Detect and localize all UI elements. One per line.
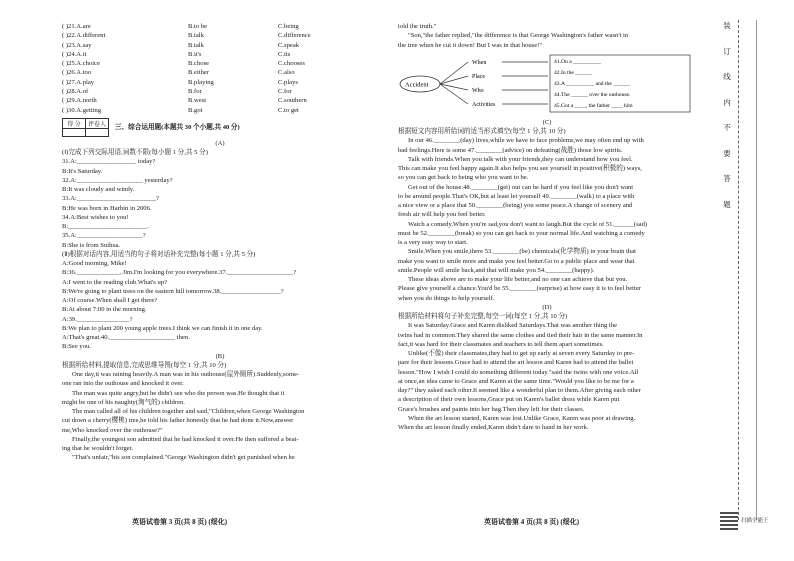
text-line: A:Of course.When shall I get there? xyxy=(62,297,158,305)
text-line: make you want to smile more and make you feel better.Go to a public place and wear that xyxy=(398,257,635,265)
text-line: cut down a cherry(樱桃) tree,he told his father honestly that he had done it.Now,answer xyxy=(62,417,294,425)
choice-option: C.chooses xyxy=(278,60,305,68)
choice-row xyxy=(62,59,378,68)
choice-option: C.difference xyxy=(278,32,311,40)
text-line: The man was quite angry,but he didn't see who the person was.He thought that it xyxy=(72,389,285,397)
choice-table xyxy=(62,22,378,115)
text-line: 34.A:Best wishes to you! xyxy=(62,213,129,221)
choice-option: ( )26.A.too xyxy=(62,69,92,77)
text-line: might be one of his naughty(淘气的) children. xyxy=(62,398,185,406)
choice-option: C.for xyxy=(278,88,292,96)
rail-char: 要 xyxy=(723,148,731,158)
score-table xyxy=(62,118,109,137)
text-line: A:Good morning, Mike! xyxy=(62,260,127,268)
mind-map-svg xyxy=(398,52,696,116)
text-line: These ideas above are to make your life better,and no one can achieve that but you. xyxy=(408,276,628,283)
text-line: B:See you. xyxy=(62,343,91,351)
text-line: Please give yourself a chance.You'd be 55.________(surprise) at how easy it is to feel better xyxy=(398,285,641,293)
choice-row xyxy=(62,78,378,87)
text-line: 31.A:__________________ today? xyxy=(62,158,156,166)
choice-option: ( )24.A.it xyxy=(62,50,87,58)
text-line: bad feelings.Here is some 47.________(advice) on defeating(战胜) those low spirits. xyxy=(398,146,623,154)
rail-char: 题 xyxy=(723,199,731,209)
scanner-watermark: 扫描全能王 xyxy=(741,518,769,524)
text-line: A:39.________________? xyxy=(62,315,133,323)
choice-option: C.to get xyxy=(278,106,299,114)
text-line: It was Saturday.Grace and Karen disliked Saturdays.That was another thing the xyxy=(408,322,618,330)
text-line: A:That's great.40.____________________ then. xyxy=(62,334,190,342)
mind-branch-activities: Activities xyxy=(472,101,496,108)
text-line: (Ⅱ)根据对话内容,用适当的句子将对话补充完整(每小题 1 分,共 5 分) xyxy=(62,250,256,258)
text-line: fresh air will help you feel better. xyxy=(398,211,486,219)
mind-branch-who: Who xyxy=(472,87,484,94)
score-box xyxy=(62,118,378,137)
score-cell xyxy=(63,128,86,136)
text-line: day?" they asked each other.It seemed like a wonderful plan to them.After giving each other xyxy=(398,387,641,394)
text-line: at once,an idea came to Grace and Karen at the same time."Would you like to be me for a xyxy=(398,377,634,385)
choice-option: C.also xyxy=(278,69,295,77)
text-line: B:She is from Suihua. xyxy=(62,241,121,249)
text-line: is a very easy way to start. xyxy=(398,239,468,246)
text-line: Finally,the youngest son admitted that he had knocked it over.He then suffered a beat- xyxy=(72,435,299,443)
choice-option: ( )22.A.different xyxy=(62,32,106,40)
choice-option: B.it's xyxy=(188,50,202,58)
text-line: This can make you feel happy again.It also helps you see yourself in positive(积极的) ways, xyxy=(398,165,642,172)
partD-label: (D) xyxy=(542,303,552,311)
choice-option: B.to be xyxy=(188,23,208,30)
text-line: Watch a comedy.When you're sad,you don't want to laugh.But the cycle of 51.______(sad) xyxy=(408,220,648,228)
text-line: B:We plan to plant 200 young apple trees.I think we can finish it in one day. xyxy=(62,324,263,332)
choice-row xyxy=(62,96,378,105)
binding-line xyxy=(738,20,739,520)
grader-label: 评卷人 xyxy=(86,118,109,128)
text-line: a description of their own lessons,Grace put on Karen's ballet dress while Karen put xyxy=(398,396,620,404)
mind-map xyxy=(398,52,696,116)
partD-instructions: 根据所给材料将句子补充完整,每空一词(每空 1 分,共 10 分) xyxy=(398,313,568,320)
text-line: the tree when he cut it down! But I was in that house!" xyxy=(398,41,543,49)
text-line: smile.People will smile back,and that will make you 54.________(happy). xyxy=(398,266,595,274)
text-line: lesson."How I wish I could do something different today."said the twins with one voice.All xyxy=(398,368,639,376)
choice-option: ( )23.A.say xyxy=(62,41,92,49)
section3-title: 三、综合运用题(本题共 30 个小题,共 40 分) xyxy=(115,123,240,131)
choice-option: C.plays xyxy=(278,78,298,86)
partC-passage xyxy=(398,136,696,303)
text-line: me,Who knocked over the outhouse?" xyxy=(62,426,163,434)
choice-option: ( )28.A.of xyxy=(62,88,89,96)
rail-char: 内 xyxy=(723,97,731,107)
text-line: B:He was born in Harbin in 2006. xyxy=(62,204,152,212)
mind-slot: 45.Got a ____, the father ____ him xyxy=(554,102,633,109)
choice-row xyxy=(62,41,378,50)
text-line: a nice view or a place that 50.________(being) you some peace.A change of scenery and xyxy=(398,202,633,209)
text-line: must be 52.________(break) so you can get back to your normal life.And watching a comedy xyxy=(398,229,645,237)
text-line: one ran into the outhouse and knocked it over. xyxy=(62,380,184,388)
choice-option: C.speak xyxy=(278,41,300,49)
text-line: 32.A:____________________ yesterday? xyxy=(62,176,173,184)
text-line: when you do things to help yourself. xyxy=(398,294,495,302)
score-label: 得 分 xyxy=(63,118,86,128)
rail-char: 装 xyxy=(723,21,731,30)
choice-option: ( )29.A.north xyxy=(62,97,97,105)
mind-slot: 43.A __________ and the ______ xyxy=(554,80,630,87)
partC-instructions: 根据短文内容用所给词的适当形式填空(每空 1 分,共 10 分) xyxy=(398,128,566,135)
text-line: Talk with friends.When you talk with your friends,they can understand how you feel. xyxy=(408,155,633,163)
text-line: 33.A:________________________? xyxy=(62,195,159,203)
right-footer: 英语试卷第 4 页(共 8 页) (绥化) xyxy=(484,518,580,526)
text-line: A:I went to the reading club.What's up? xyxy=(62,278,168,286)
qr-code-icon xyxy=(720,512,738,530)
choice-option: B.for xyxy=(188,88,202,96)
choice-row xyxy=(62,106,378,115)
text-line: "Son,"the father replied,"the difference is that George Washington's father wasn't in xyxy=(408,32,629,40)
choice-option: B.got xyxy=(188,106,203,114)
choice-row xyxy=(62,50,378,59)
text-line: so you can get back to being who you want to be. xyxy=(398,174,529,182)
text-line: B:We're going to plant trees on the eastern hill tomorrow.38.__________________? xyxy=(62,287,284,295)
text-line: pare for their lessons.Grace had to attend the art lesson and Karen had to attend the ballet xyxy=(398,359,634,367)
choice-row xyxy=(62,87,378,96)
partC-label: (C) xyxy=(542,118,552,126)
choice-option: ( )30.A.getting xyxy=(62,106,102,114)
choice-option: C.southern xyxy=(278,97,307,105)
text-line: Smile.When you smile,there 53.________(be) chemicals(化学物质) in your brain that xyxy=(408,248,636,256)
rail-char: 不 xyxy=(723,123,731,132)
choice-option: B.talk xyxy=(188,32,204,40)
mind-slot: 41.On a __________ xyxy=(554,58,602,65)
choice-option: ( )27.A.play xyxy=(62,78,95,86)
text-line: "That's unfair,"his son complained."George Washington didn't get punished when he xyxy=(72,454,295,462)
partB-instructions: 根据所给材料,提取信息,完成思维导图(每空 1 分,共 10 分) xyxy=(62,361,227,369)
mind-slot: 42.In the ______ xyxy=(554,69,593,76)
text-line: B:At about 7:00 in the morning. xyxy=(62,306,147,314)
binding-rail-text xyxy=(716,20,738,520)
text-line: When the art lesson finally ended,Karen didn't dare to hand in her work. xyxy=(398,424,589,431)
text-line: Get out of the house.48.________(get) out can be hard if you feel like you don't want xyxy=(408,183,634,191)
text-line: Grace's brushes and paints into her bag.Then they left for their classes. xyxy=(398,405,585,413)
left-footer: 英语试卷第 3 页(共 8 页) (绥化) xyxy=(132,518,228,526)
text-line: ing that he wouldn't forget. xyxy=(62,445,134,453)
text-line: One day,it was raining heavily.A man was in his outhouse(屋外厕所).Suddenly,some- xyxy=(72,371,300,379)
mind-branch-when: When xyxy=(472,59,487,66)
text-line: twins had in common.They shared the same clothes and tied their hair in the same manner.In xyxy=(398,331,643,339)
mind-slot: 44.The ______ over the outhouse. xyxy=(554,91,631,98)
choice-option: B.chose xyxy=(188,60,210,68)
partB-label: (B) xyxy=(215,352,225,360)
text-line: Unlike(不像) their classmates,they had to get up early at seven every Saturday to pre- xyxy=(408,350,635,357)
choice-row xyxy=(62,68,378,77)
choice-row xyxy=(62,22,378,31)
grader-cell xyxy=(86,128,109,136)
choice-row xyxy=(62,31,378,40)
partA-lines xyxy=(62,148,378,352)
text-line: B:________________________. xyxy=(62,223,150,231)
margin-line xyxy=(756,20,757,520)
rail-char: 答 xyxy=(723,174,731,183)
text-line: told the truth." xyxy=(398,23,437,30)
rail-char: 线 xyxy=(723,72,731,81)
text-line: B:It's Saturday. xyxy=(62,167,103,175)
text-line: B:36._____________, Jim.I'm looking for you everywhere.37.____________________? xyxy=(62,269,297,277)
choice-option: B.either xyxy=(188,69,210,77)
text-line: When the art lesson started, Karen was lost.Unlike Grace, Karen was poor at drawing. xyxy=(408,414,636,422)
text-line: The man called all of his children together and said,"Children,when George Washington xyxy=(72,408,305,416)
text-line: (Ⅰ)完成下列交际用语,词数不限(每小题 1 分,共 5 分) xyxy=(62,149,208,157)
text-line: B:It was cloudy and windy. xyxy=(62,186,135,194)
partD-passage xyxy=(398,321,696,432)
text-line: fact,it was hard for their classmates and teachers to tell them apart sometimes. xyxy=(398,340,604,348)
choice-option: ( )25.A.choice xyxy=(62,60,100,68)
mind-center: Accident xyxy=(405,81,429,89)
choice-option: ( )21.A.are xyxy=(62,23,91,30)
mind-branch-place: Place xyxy=(472,73,485,80)
text-line: In our 46.________(day) lives,while we have to face problems,we may often end up with xyxy=(408,137,644,145)
rail-char: 订 xyxy=(723,46,731,56)
choice-option: C.its xyxy=(278,50,291,58)
left-page xyxy=(62,22,378,463)
partA-label: (A) xyxy=(215,139,225,147)
choice-option: B.playing xyxy=(188,78,214,86)
passage-continued xyxy=(398,22,696,50)
choice-option: B.west xyxy=(188,97,207,105)
text-line: 35.A:____________________? xyxy=(62,232,146,240)
choice-option: B.talk xyxy=(188,41,204,49)
partB-passage xyxy=(62,370,378,463)
right-page xyxy=(398,22,696,432)
text-line: to be around people.That's OK,but at least let yourself 49.________(walk) to a place with xyxy=(398,192,635,200)
choice-option: C.being xyxy=(278,23,299,30)
